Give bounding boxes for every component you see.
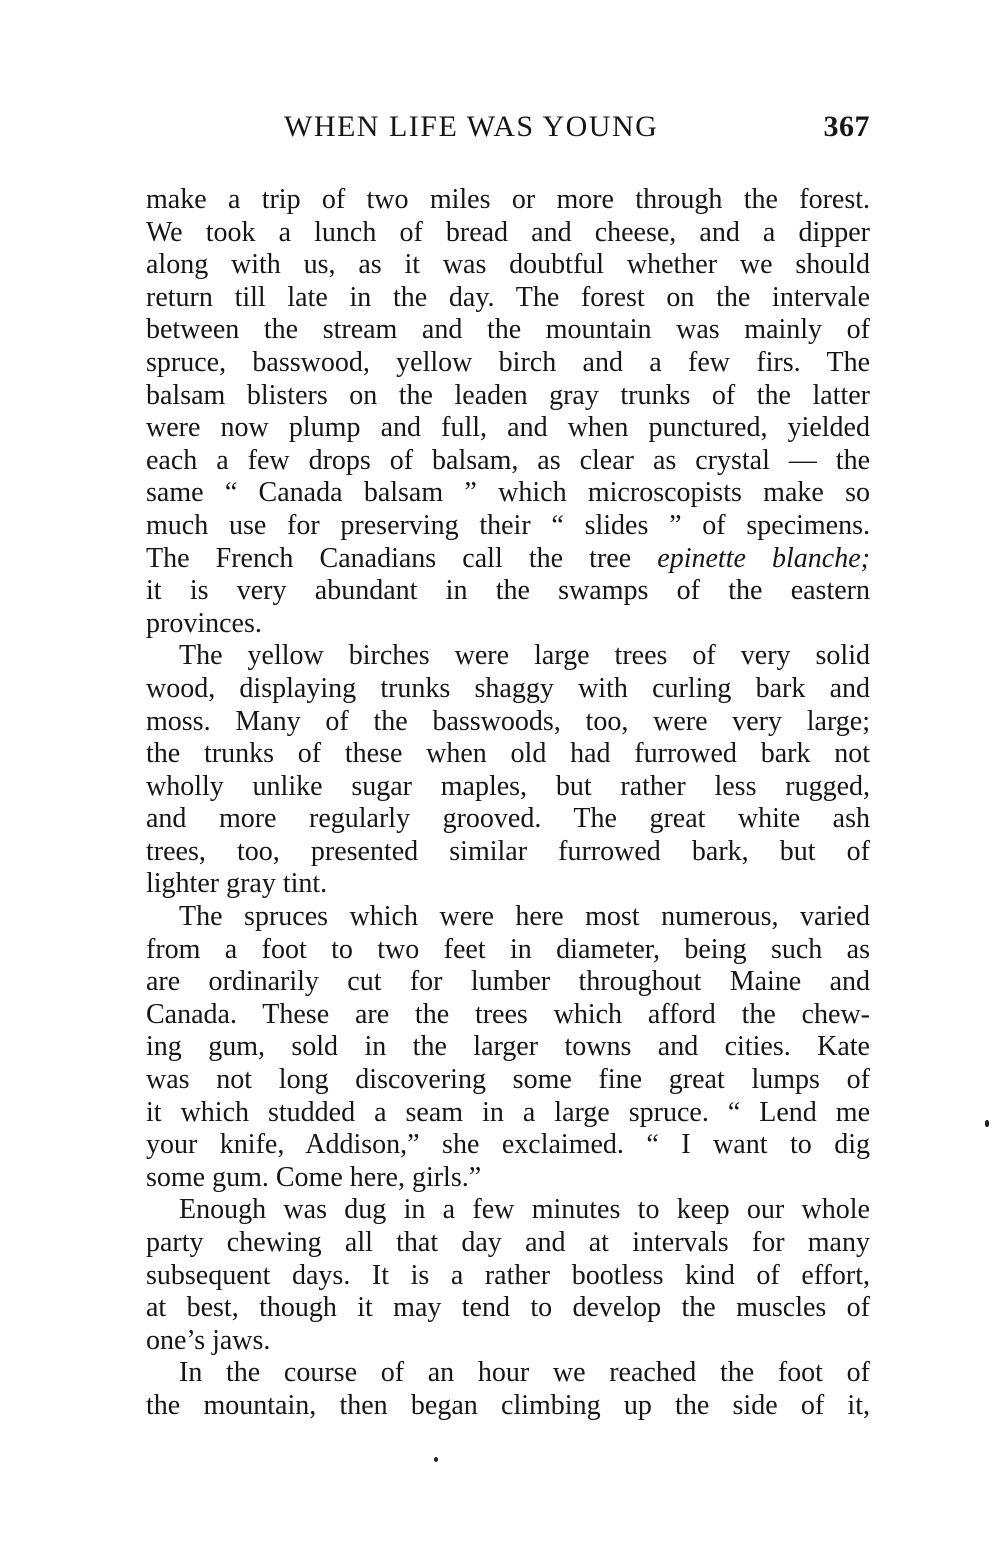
italic-phrase: epinette blanche; [657,542,870,574]
text-line [146,543,870,576]
text-line: are ordinarily cut for lumber throughout Maine and [146,966,870,998]
text-line: return till late in the day. The forest on the intervale [146,281,870,313]
text-line: subsequent days. It is a rather bootless kind of effort, [146,1259,870,1291]
paragraph-first-line: Enough was dug in a few minutes to keep our whole [179,1194,870,1226]
text-line: much use for preserving their “ slides ” of specimens. [146,509,870,541]
text-line: one’s jaws. [146,1324,271,1356]
text-line: your knife, Addison,” she exclaimed. “ I want to dig [146,1129,870,1161]
text-line: lighter gray tint. [146,868,328,900]
paragraph-first-line: The spruces which were here most numerous, varied [179,901,870,933]
text-line: were now plump and full, and when punctured, yielded [146,412,870,444]
running-head: WHEN LIFE WAS YOUNG [284,110,659,143]
page-number: 367 [823,110,870,143]
text-line: ing gum, sold in the larger towns and cities. Kate [146,1031,870,1063]
text-line: wholly unlike sugar maples, but rather less rugged, [146,770,870,802]
paragraph-first-line: In the course of an hour we reached the foot of [179,1357,870,1389]
ink-speck [985,1120,989,1127]
page-header [146,110,870,150]
text-line: Canada. These are the trees which afford the chew- [146,998,870,1030]
text-line: from a foot to two feet in diameter, being such as [146,933,870,965]
text-line: wood, displaying trunks shaggy with curling bark and [146,672,870,704]
text-line: each a few drops of balsam, as clear as crystal — the [146,444,870,476]
text-line: some gum. Come here, girls.” [146,1161,482,1193]
body-text [146,184,870,1423]
text-line: party chewing all that day and at intervals for many [146,1227,870,1258]
text-line: We took a lunch of bread and cheese, and a dipper [146,216,870,248]
text-line: it is very abundant in the swamps of the eastern [146,575,870,607]
text-line: at best, though it may tend to develop the muscles of [146,1292,870,1324]
text-segment: The French Canadians call the tree [146,542,658,574]
text-line: make a trip of two miles or more through the forest. [146,184,870,215]
text-line: and more regularly grooved. The great white ash [146,803,870,835]
text-line: trees, too, presented similar furrowed bark, but of [146,835,870,867]
paragraph-first-line: The yellow birches were large trees of very solid [179,640,870,672]
text-line: same “ Canada balsam ” which microscopists make so [146,477,870,509]
text-line: between the stream and the mountain was mainly of [146,314,870,346]
text-line: was not long discovering some fine great lumps of [146,1064,870,1096]
text-line: provinces. [146,607,262,639]
text-line: along with us, as it was doubtful whether we should [146,249,870,281]
text-line: moss. Many of the basswoods, too, were very large; [146,705,870,737]
ink-speck [434,1457,438,1462]
text-line: the trunks of these when old had furrowed bark not [146,738,870,770]
text-line: balsam blisters on the leaden gray trunks of the latter [146,379,870,411]
text-line: spruce, basswood, yellow birch and a few firs. The [146,346,870,378]
text-line: the mountain, then began climbing up the side of it, [146,1389,870,1421]
text-line: it which studded a seam in a large spruce. “ Lend me [146,1096,870,1128]
